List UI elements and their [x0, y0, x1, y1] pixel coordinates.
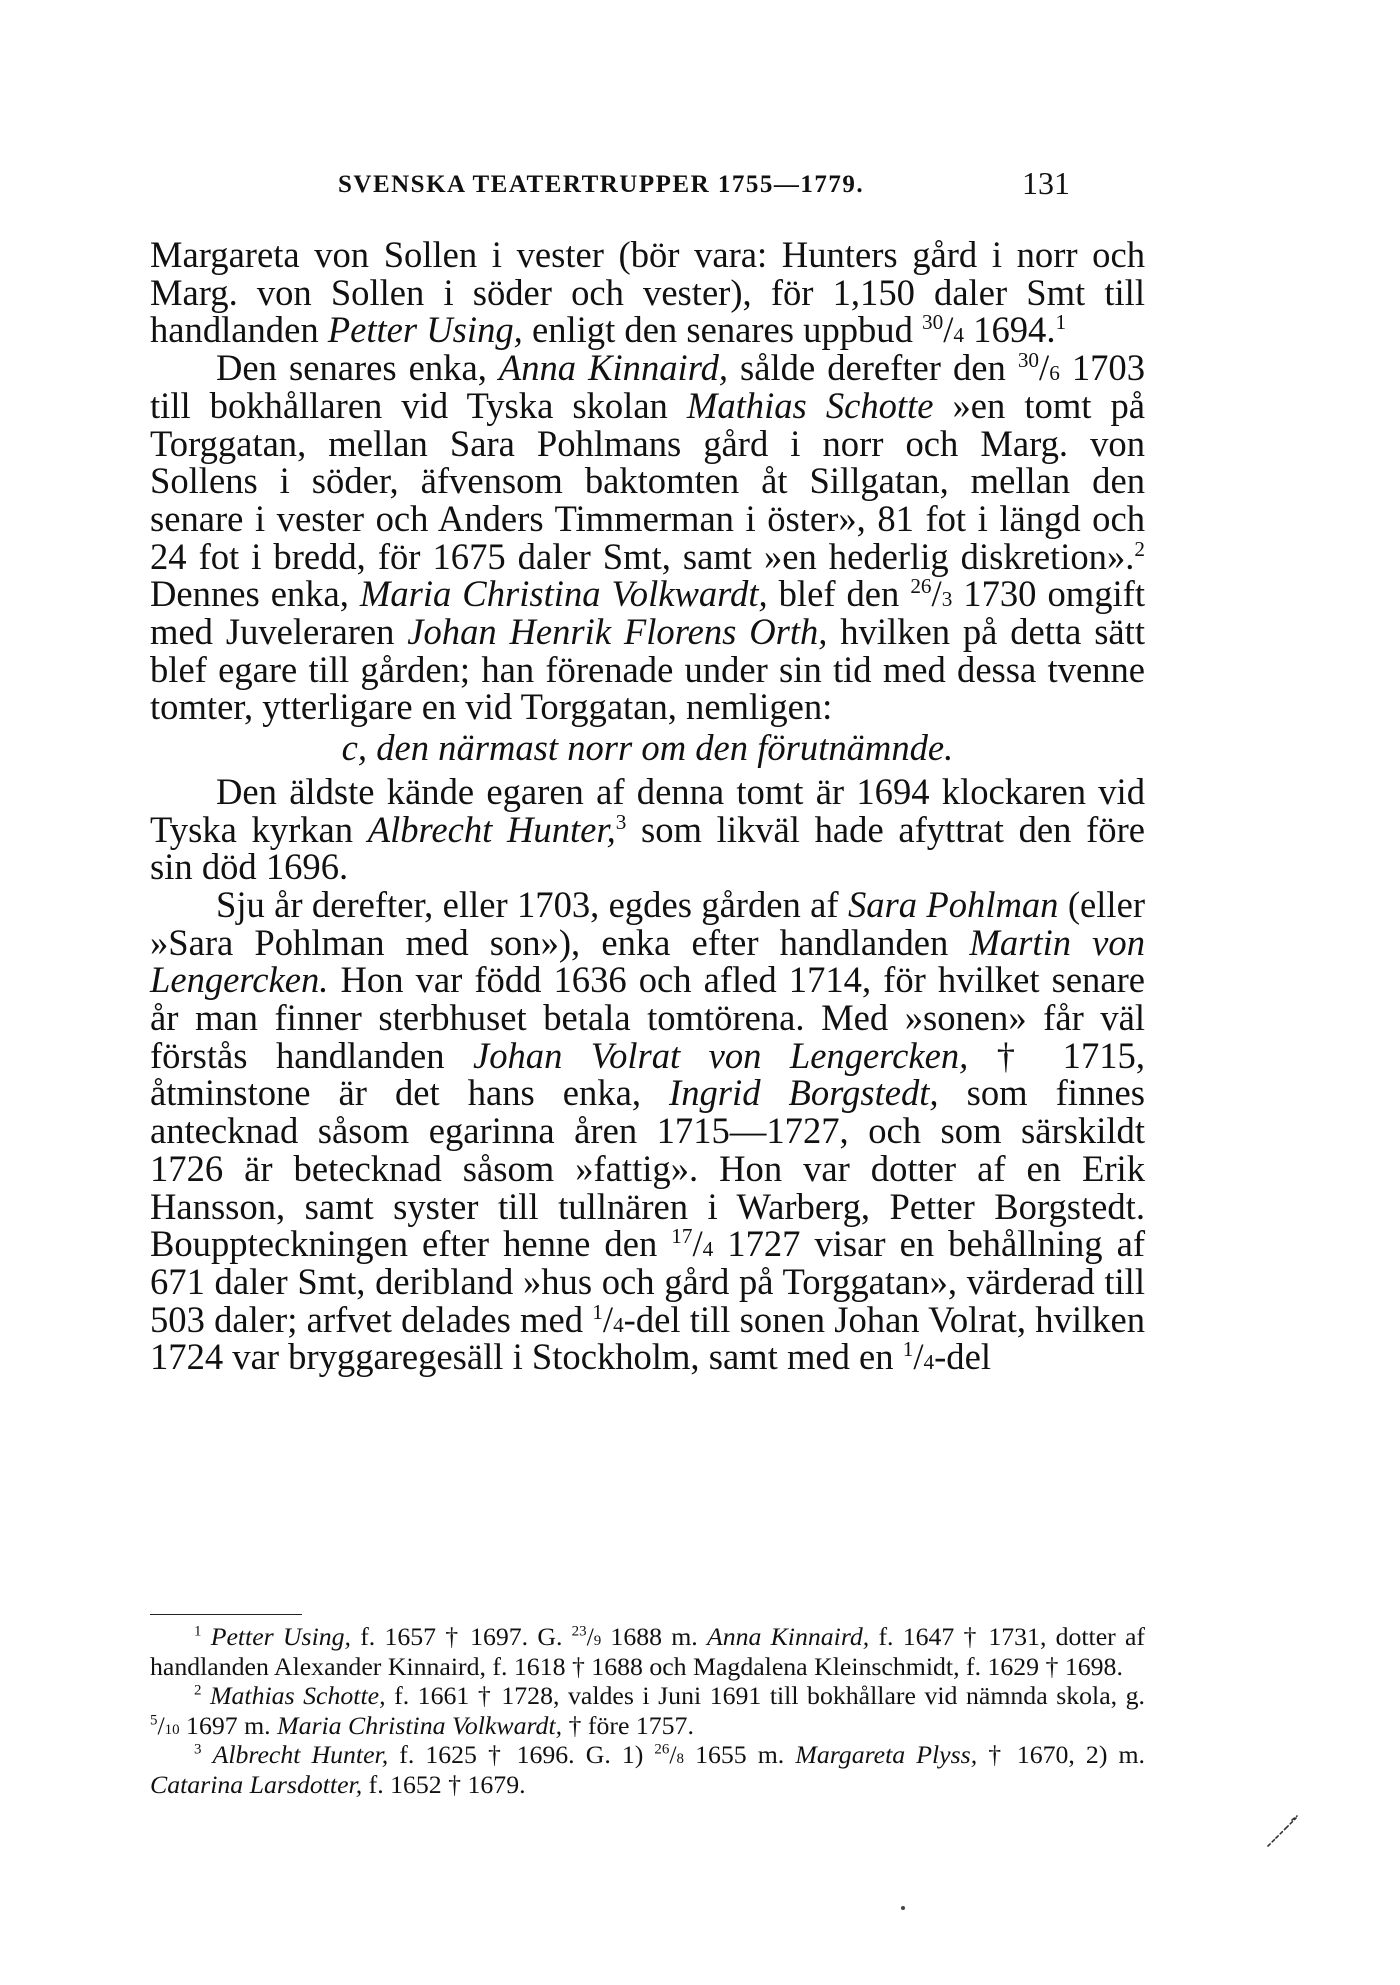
italic-name: Catarina Larsdotter,	[150, 1769, 363, 1799]
text-run: 1727 visar en behållning af 671 daler Smt, deribland »hus och gård på Torggatan», värderad till 503 daler; arfvet delades med	[150, 1223, 1145, 1340]
text-run: blef den	[767, 573, 911, 615]
text-run: † före 1757.	[562, 1710, 694, 1740]
footnote-mark: 1	[194, 1623, 202, 1640]
text-run: 1703 till bokhållaren vid Tyska skolan	[150, 347, 1145, 426]
italic-name: Petter Using,	[210, 1622, 351, 1651]
italic-name: Anna Kinnaird,	[498, 347, 729, 389]
fraction-numerator: 26	[910, 574, 932, 599]
share-fraction: $^1$/4	[592, 1298, 624, 1340]
fraction-numerator: 23	[571, 1623, 587, 1640]
section-heading: c, den närmast norr om den förutnämnde.	[341, 727, 954, 769]
text-run: f. 1647 † 1731, dotter af handlanden Alexander Kinnaird, f. 1618 † 1688 och Magdalena Kleinschmidt, f. 1629 † 1698.	[150, 1622, 1145, 1681]
footnote	[150, 1681, 1145, 1740]
italic-name: Maria Christina Volkwardt,	[277, 1710, 563, 1740]
date-fraction: $^{23}$/9	[571, 1622, 602, 1651]
fraction-denominator: 8	[676, 1751, 685, 1767]
italic-name: Albrecht Hunter,	[367, 808, 616, 850]
italic-name: Mathias Schotte	[686, 384, 934, 426]
share-fraction: $^1$/4	[902, 1336, 935, 1378]
italic-name: Margareta Plyss,	[795, 1740, 978, 1769]
date-fraction: $^{30}$/4	[922, 309, 965, 351]
text-run: -del	[934, 1336, 991, 1378]
text-run: 1697 m.	[179, 1710, 278, 1740]
footnote	[150, 1740, 1145, 1799]
fraction-denominator: 4	[923, 1350, 935, 1375]
page-header	[338, 165, 1070, 209]
text-run: Margareta von Sollen i vester (bör vara: Hunters gård i norr och Marg. von Sollen i söder och vester), för 1,150 daler Smt till handlanden	[150, 234, 1145, 351]
date-fraction: $^{17}$/4	[671, 1223, 714, 1265]
italic-name: Johan Volrat von Lengercken,	[472, 1034, 969, 1076]
text-run: Sju år derefter, eller 1703, egdes gården af	[216, 883, 848, 925]
text-run: -del till sonen Johan Volrat, hvilken 1724 var bryggaregesäll i Stockholm, samt med en	[150, 1298, 1146, 1378]
italic-name: Martin von Lengercken.	[150, 921, 1145, 1001]
text-run: (eller »Sara Pohlman med son»), enka efter handlanden	[150, 883, 1145, 963]
italic-name: Johan Henrik Florens Orth,	[407, 611, 828, 653]
text-run: som finnes antecknad såsom egarinna åren 1715—1727, och som särskildt 1726 är betecknad såsom »fattig». Hon var dotter af en Erik Hansson, samt syster till tullnären i Warberg, Petter Borgstedt. Bouppteckningen efter henne den	[150, 1072, 1146, 1265]
scan-dot	[900, 1905, 906, 1911]
fraction-denominator: 9	[593, 1633, 602, 1649]
footnote-ref: 3	[615, 809, 627, 834]
italic-name: Ingrid Borgstedt,	[669, 1072, 939, 1114]
date-fraction: $^5$/10	[150, 1710, 180, 1740]
footnote-ref: 1	[1055, 310, 1067, 335]
paragraph	[150, 883, 1146, 1378]
text-run: Dennes enka,	[150, 573, 360, 615]
text-run: 1688 m.	[601, 1622, 707, 1651]
paragraph	[150, 770, 1145, 888]
text-run: f. 1661 † 1728, valdes i Juni 1691 till bokhållare vid nämnda skola, g.	[385, 1681, 1146, 1710]
text-run: † 1715, åtminstone är det hans enka,	[150, 1034, 1145, 1114]
text-run: f. 1657 † 1697. G.	[351, 1622, 572, 1651]
text-run: hvilken på detta sätt blef egare till gården; han förenade under sin tid med dessa tvenne tomter, ytterligare en vid Torggatan, nemligen:	[150, 611, 1145, 728]
fraction-numerator: 30	[922, 310, 944, 335]
main-text	[150, 236, 1145, 1376]
text-run: f. 1625 † 1696. G. 1)	[388, 1740, 655, 1769]
fraction-denominator: 6	[1049, 361, 1060, 386]
italic-name: Petter Using,	[327, 309, 523, 351]
text-run: som likväl hade afyttrat den före sin död 1696.	[150, 808, 1145, 888]
text-run: 1730 omgift med Juveleraren	[150, 573, 1145, 653]
footnote-mark: 3	[194, 1741, 202, 1758]
footnote-ref: 2	[1134, 536, 1145, 561]
italic-name: Albrecht Hunter,	[212, 1740, 389, 1769]
fraction-denominator: 4	[613, 1312, 624, 1337]
text-run: 1655 m.	[684, 1740, 796, 1769]
running-title: SVENSKA TEATERTRUPPER 1755—1779.	[338, 171, 865, 198]
footnotes	[150, 1622, 1145, 1799]
fraction-denominator: 3	[941, 587, 953, 612]
fraction-denominator: 10	[164, 1721, 180, 1738]
fraction-numerator: 1	[592, 1299, 603, 1324]
italic-name: Maria Christina Volkwardt,	[359, 573, 768, 615]
fraction-numerator: 26	[654, 1741, 670, 1758]
fraction-denominator: 4	[953, 323, 965, 348]
text-run: † 1670, 2) m.	[977, 1740, 1145, 1769]
fraction-numerator: 5	[150, 1711, 158, 1728]
footnote	[150, 1622, 1145, 1681]
text-run: Den senares enka,	[216, 347, 499, 389]
text-run: Hon var född 1636 och afled 1714, för hvilket senare år man finner sterbhuset betala tomtörena. Med »sonen» får väl förstås handlanden	[150, 959, 1145, 1076]
italic-name: Mathias Schotte,	[210, 1681, 386, 1710]
text-run: sålde derefter den	[728, 347, 1018, 389]
footnote-rule	[150, 1614, 302, 1615]
fraction-numerator: 17	[671, 1224, 693, 1249]
text-run: f. 1652 † 1679.	[362, 1769, 526, 1799]
text-run: Den äldste kände egaren af denna tomt är 1694 klockaren vid Tyska kyrkan	[150, 770, 1145, 850]
date-fraction: $^{26}$/3	[910, 573, 953, 615]
fraction-numerator: 1	[902, 1337, 914, 1362]
fraction-numerator: 30	[1017, 347, 1040, 372]
page-number: 131	[1022, 165, 1070, 201]
date-fraction: $^{26}$/8	[654, 1740, 685, 1769]
date-fraction: $^{30}$/6	[1017, 347, 1060, 389]
footnote-mark: 2	[194, 1682, 202, 1699]
text-run: enligt den senares uppbud	[522, 309, 923, 351]
italic-name: Anna Kinnaird,	[706, 1622, 870, 1651]
paragraph	[150, 236, 1145, 349]
text-run: »en tomt på Torggatan, mellan Sara Pohlmans gård i norr och Marg. von Sollens i söder, äfvensom baktomten åt Sillgatan, mellan den senare i vester och Anders Timmerman i öster», 81 fot i längd och 24 fot i bredd, för 1675 daler Smt, samt »en hederlig diskretion».	[150, 384, 1145, 577]
scan-speck	[1264, 1812, 1304, 1852]
italic-name: Sara Pohlman	[847, 883, 1059, 925]
paragraph	[150, 349, 1145, 726]
fraction-denominator: 4	[702, 1237, 714, 1262]
text-run: 1694.	[964, 309, 1056, 351]
